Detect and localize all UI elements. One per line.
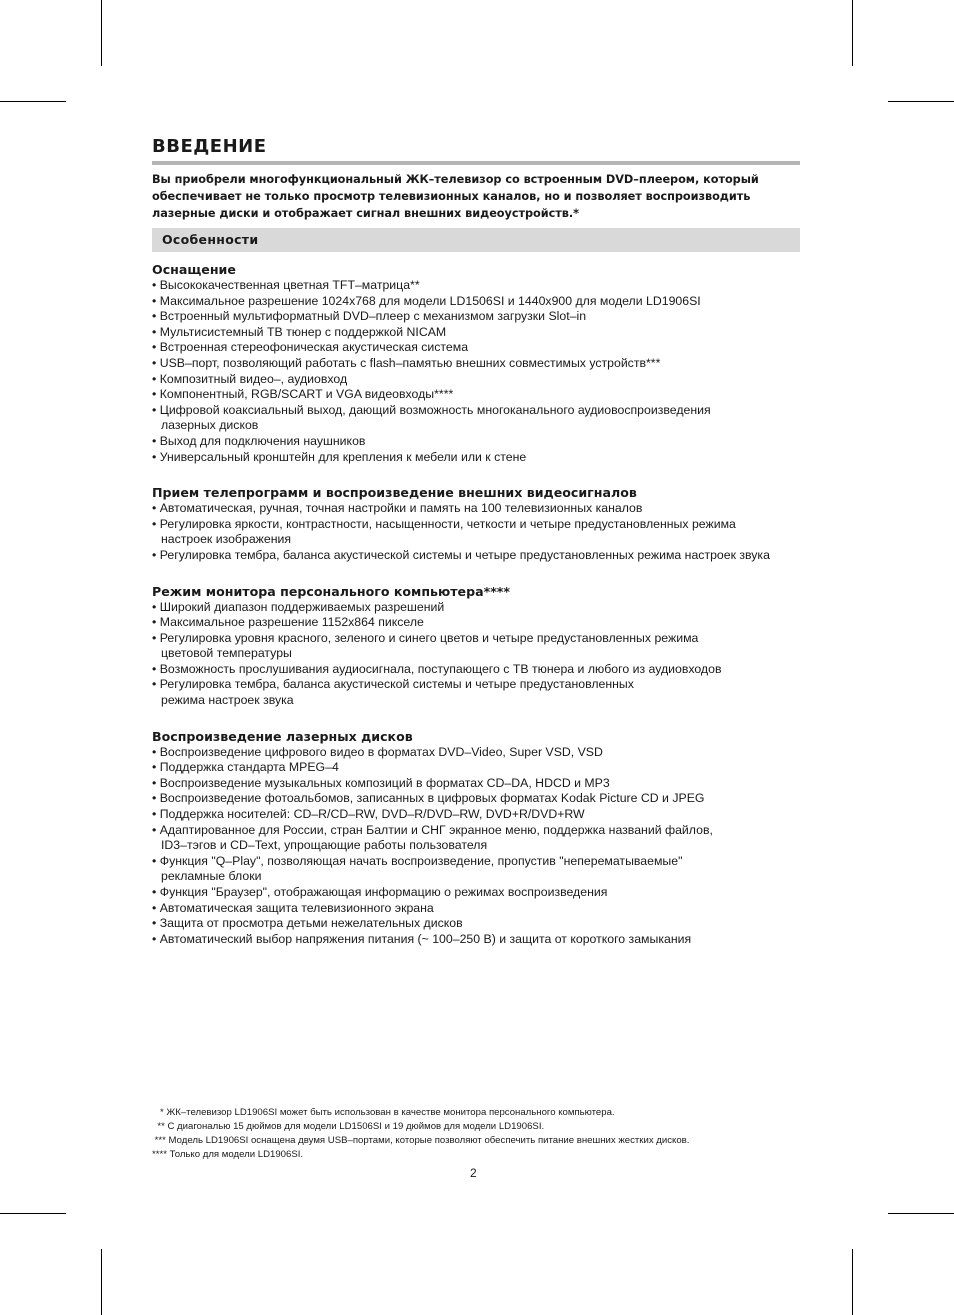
crop-mark — [852, 0, 853, 66]
crop-mark — [888, 101, 954, 102]
feature-list — [152, 501, 800, 563]
page-title: ВВЕДЕНИЕ — [152, 136, 267, 157]
list-item: • Воспроизведение фотоальбомов, записанных в цифровых форматах Kodak Picture CD и JPEG — [152, 791, 705, 806]
section-tv-reception — [152, 485, 800, 563]
list-item: • Регулировка тембра, баланса акустической системы и четыре предустановленных режима настроек звука — [152, 547, 770, 562]
list-item: • Цифровой коаксиальный выход, дающий возможность многоканального аудиовоспроизведения лазерных дисков — [152, 402, 711, 433]
list-item: • Воспроизведение музыкальных композиций в форматах CD–DA, HDCD и MP3 — [152, 775, 610, 790]
footnote: *** Модель LD1906SI оснащена двумя USB–портами, которые позволяют обеспечить питание внешних жестких дисков. — [152, 1135, 690, 1146]
section-title: Оснащение — [152, 262, 236, 277]
section-equipment — [152, 262, 800, 465]
list-item: • USB–порт, позволяющий работать с flash–памятью внешних совместимых устройств*** — [152, 355, 661, 370]
footnotes — [152, 1106, 812, 1162]
features-header: Особенности — [152, 228, 800, 252]
footnote: **** Только для модели LD1906SI. — [152, 1149, 304, 1160]
list-item: • Автоматическая, ручная, точная настройки и память на 100 телевизионных каналов — [152, 501, 643, 516]
list-item: • Адаптированное для России, стран Балтии и СНГ экранное меню, поддержка названий файлов, ID3–тэгов и CD–Text, упрощающие работы пользователя — [152, 822, 713, 853]
section-title: Режим монитора персонального компьютера**** — [152, 583, 510, 599]
list-item: • Выход для подключения наушников — [152, 433, 366, 448]
list-item: • Автоматический выбор напряжения питания (~ 100–250 В) и защита от короткого замыкания — [152, 931, 692, 946]
list-item: • Регулировка уровня красного, зеленого и синего цветов и четыре предустановленных режима цветовой температуры — [152, 630, 699, 661]
list-item: • Регулировка тембра, баланса акустической системы и четыре предустановленных режима настроек звука — [152, 677, 634, 708]
crop-mark — [101, 0, 102, 66]
list-item: • Широкий диапазон поддерживаемых разрешений — [152, 599, 445, 614]
crop-mark — [101, 1249, 102, 1315]
footnote: ** С диагональю 15 дюймов для модели LD1506SI и 19 дюймов для модели LD1906SI. — [152, 1121, 545, 1132]
list-item: • Возможность прослушивания аудиосигнала, поступающего с ТВ тюнера и любого из аудиовходов — [152, 661, 722, 676]
list-item: • Поддержка стандарта MPEG–4 — [152, 760, 339, 775]
list-item: • Максимальное разрешение 1024x768 для модели LD1506SI и 1440x900 для модели LD1906SI — [152, 293, 701, 308]
list-item: • Встроенная стереофоническая акустическая система — [152, 340, 469, 355]
list-item: • Максимальное разрешение 1152x864 пикселе — [152, 615, 424, 630]
list-item: • Функция "Браузер", отображающая информацию о режимах воспроизведения — [152, 885, 608, 899]
crop-mark — [852, 1249, 853, 1315]
feature-list — [152, 745, 800, 948]
feature-list — [152, 278, 800, 465]
list-item: • Высококачественная цветная TFT–матрица** — [152, 278, 420, 292]
section-title: Прием телепрограмм и воспроизведение внешних видеосигналов — [152, 485, 637, 501]
crop-mark — [0, 101, 66, 102]
title-divider — [152, 161, 800, 165]
list-item: • Композитный видео–, аудиовход — [152, 371, 348, 386]
crop-mark — [888, 1213, 954, 1214]
list-item: • Регулировка яркости, контрастности, насыщенности, четкости и четыре предустановленных режима настроек изображения — [152, 516, 736, 547]
list-item: • Мультисистемный ТВ тюнер с поддержкой NICAM — [152, 324, 447, 339]
list-item: • Функция "Q–Play", позволяющая начать воспроизведение, пропустив "неперематываемые" рекламные блоки — [152, 853, 683, 884]
list-item: • Универсальный кронштейн для крепления к мебели или к стене — [152, 449, 527, 464]
list-item: • Воспроизведение цифрового видео в форматах DVD–Video, Super VSD, VSD — [152, 744, 603, 759]
list-item: • Встроенный мультиформатный DVD–плеер с механизмом загрузки Slot–in — [152, 309, 587, 324]
list-item: • Поддержка носителей: CD–R/CD–RW, DVD–R/DVD–RW, DVD+R/DVD+RW — [152, 807, 585, 822]
section-pc-monitor — [152, 584, 800, 709]
section-title: Воспроизведение лазерных дисков — [152, 728, 413, 744]
footnote: * ЖК–телевизор LD1906SI может быть использован в качестве монитора персонального компьютера. — [152, 1107, 615, 1118]
feature-list — [152, 600, 800, 709]
page-number: 2 — [470, 1166, 477, 1180]
section-disc-playback — [152, 729, 800, 948]
list-item: • Компонентный, RGB/SCART и VGA видеовходы**** — [152, 387, 454, 402]
list-item: • Защита от просмотра детьми нежелательных дисков — [152, 916, 463, 931]
crop-mark — [0, 1213, 66, 1214]
intro-paragraph: Вы приобрели многофункциональный ЖК–телевизор со встроенным DVD–плеером, который обеспечивает не только просмотр телевизионных каналов, но и позволяет воспроизводить лазерные диски и отображает сигнал внешних видеоустройств.* — [152, 173, 759, 220]
page-content — [152, 136, 800, 947]
list-item: • Автоматическая защита телевизионного экрана — [152, 900, 434, 915]
